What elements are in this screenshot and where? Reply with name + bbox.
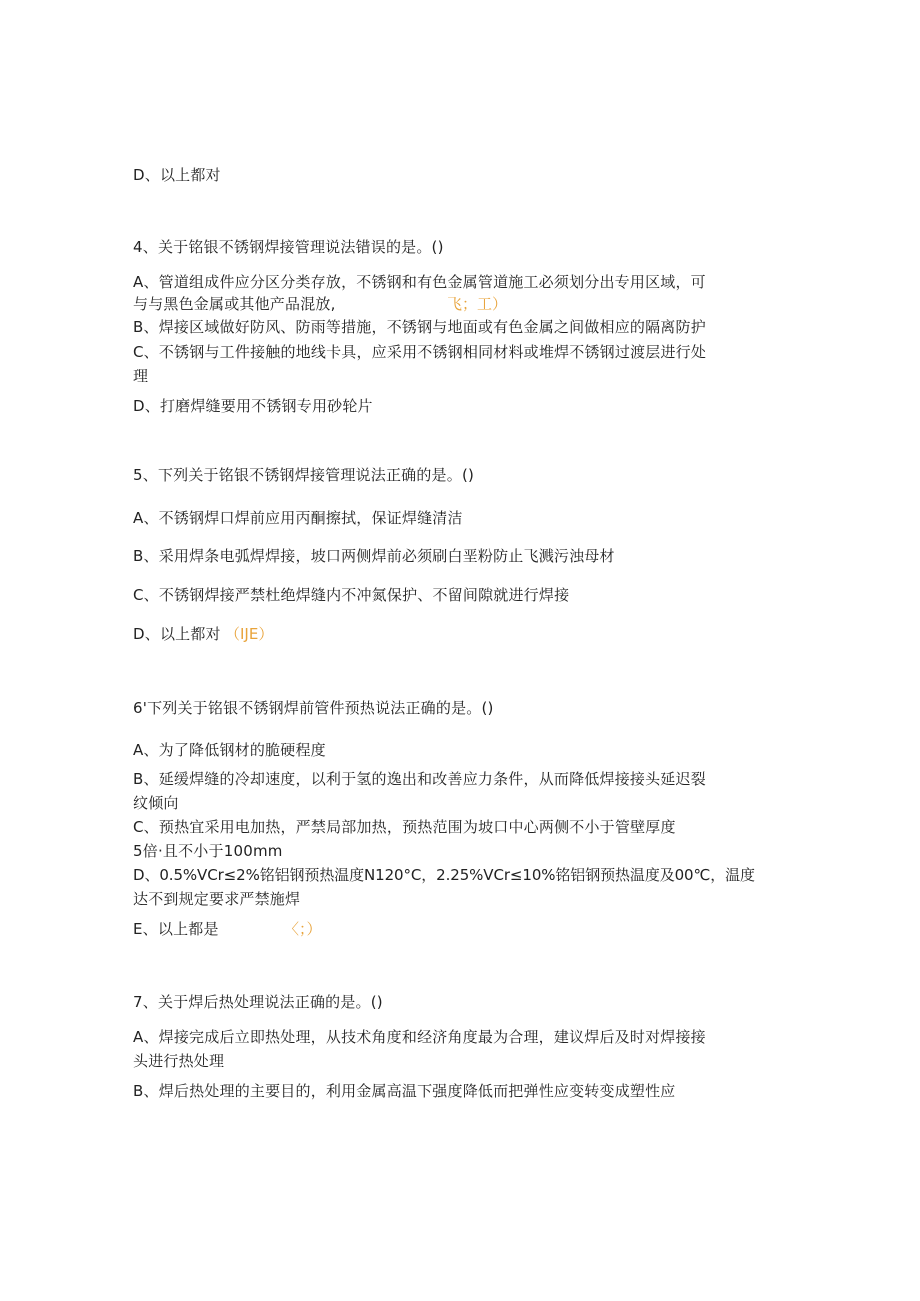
- question-6-option-d-cont: 达不到规定要求严禁施焊: [133, 890, 301, 908]
- question-5-option-b: B、采用焊条电弧焊焊接，坡口两侧焊前必须刷白垩粉防止飞溅污浊母材: [133, 547, 615, 565]
- question-6-option-b: B、延缓焊缝的冷却速度，以利于氢的逸出和改善应力条件，从而降低焊接接头延迟裂: [133, 770, 706, 788]
- question-6-option-c: C、预热宜采用电加热，严禁局部加热，预热范围为坡口中心两侧不小于管壁厚度: [133, 818, 676, 836]
- question-7-stem: 7、关于焊后热处理说法正确的是。(): [133, 993, 383, 1011]
- question-7-option-a: A、焊接完成后立即热处理，从技术角度和经济角度最为合理，建议焊后及时对焊接接: [133, 1028, 706, 1046]
- question-5-stem: 5、下列关于铭银不锈钢焊接管理说法正确的是。(): [133, 466, 475, 484]
- question-5-option-c: C、不锈钢焊接严禁杜绝焊缝内不冲氮保护、不留间隙就进行焊接: [133, 586, 570, 604]
- question-4-option-c: C、不锈钢与工件接触的地线卡具，应采用不锈钢相同材料或堆焊不锈钢过渡层进行处: [133, 343, 707, 361]
- question-6-option-d: D、0.5%VCr≤2%铭铝钢预热温度N120°C，2.25%VCr≤10%铭铝钢预热温度及00℃，温度: [133, 866, 755, 884]
- question-7-option-a-cont: 头进行热处理: [133, 1052, 225, 1070]
- question-4-stem: 4、关于铭银不锈钢焊接管理说法错误的是。(): [133, 238, 444, 256]
- question-4-option-a-cont: 与与黑色金属或其他产品混放,: [133, 295, 336, 313]
- question-4-option-c-cont: 理: [133, 367, 149, 385]
- question-5-option-a: A、不锈钢焊口焊前应用丙酮擦拭，保证焊缝清洁: [133, 509, 463, 527]
- question-4-option-b: B、焊接区域做好防风、防雨等措施，不锈钢与地面或有色金属之间做相应的隔离防护: [133, 318, 706, 336]
- question-7-option-b: B、焊后热处理的主要目的，利用金属高温下强度降低而把弹性应变转变成塑性应: [133, 1082, 676, 1100]
- question-6-option-a: A、为了降低钢材的脆硬程度: [133, 741, 326, 759]
- question-4-option-d: D、打磨焊缝要用不锈钢专用砂轮片: [133, 397, 373, 415]
- question-6-option-b-cont: 纹倾向: [133, 794, 179, 812]
- question-4-answer-mark: 飞；工）: [447, 295, 508, 313]
- question-6-option-e: E、以上都是: [133, 920, 219, 938]
- question-6-answer-mark: 〈；）: [284, 920, 322, 938]
- question-5-option-d: D、以上都对: [133, 625, 221, 643]
- question-4-option-a: A、管道组成件应分区分类存放，不锈钢和有色金属管道施工必须划分出专用区域，可: [133, 273, 706, 291]
- question-6-option-c-cont: 5倍·且不小于100mm: [133, 842, 283, 860]
- question-6-stem: 6'下列关于铭银不锈钢焊前管件预热说法正确的是。(): [133, 699, 494, 717]
- previous-answer-d: D、以上都对: [133, 166, 221, 184]
- question-5-answer-mark: （IJE）: [225, 625, 274, 643]
